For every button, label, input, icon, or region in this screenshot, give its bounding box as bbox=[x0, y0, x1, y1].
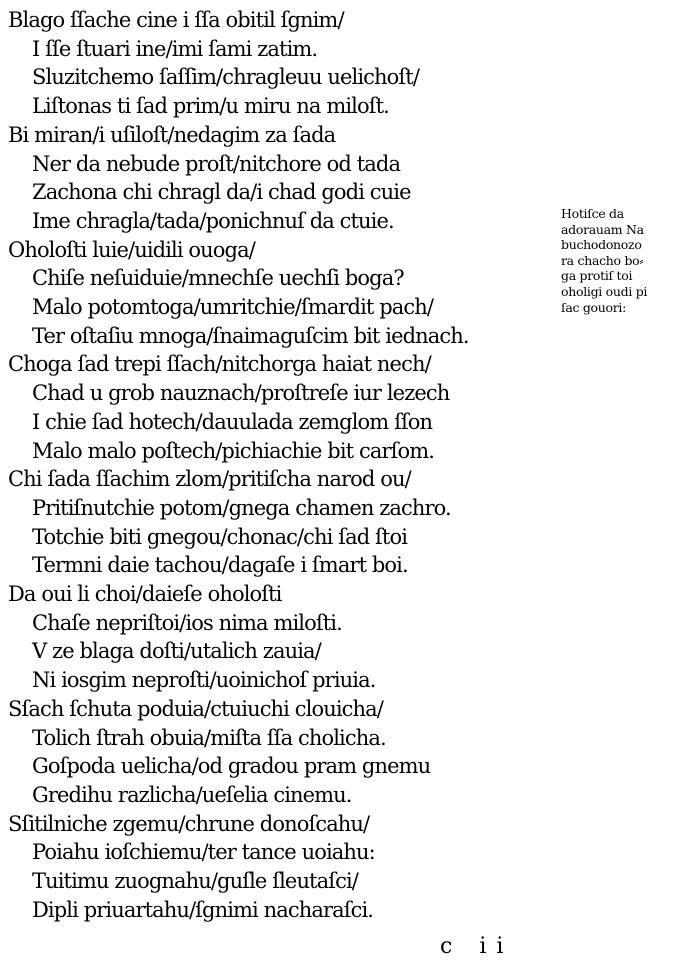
verse-line: Blago ſſache cine i ſſa obitil ſgnim/ bbox=[8, 8, 344, 32]
verse-line: Ner da nebude proſt/nitchore od tada bbox=[32, 151, 401, 176]
verse-line: Sſitilniche zgemu/chrune donoſcahu/ bbox=[8, 811, 370, 836]
verse-line: Oholoſti luie/uidili ouoga/ bbox=[8, 237, 255, 262]
verse-line: Pritiſnutchie potom/gnega chamen zachro. bbox=[32, 495, 451, 520]
verse-line: Ni iosgim neproſti/uoinichoſ priuia. bbox=[32, 668, 376, 693]
margin-note-line: adorauam Na bbox=[561, 221, 644, 237]
verse-line: Dipli priuartahu/ſgnimi nacharaſci. bbox=[32, 897, 374, 922]
verse-line: Totchie biti gnegou/chonac/chi ſad ſtoi bbox=[32, 524, 408, 549]
verse-line: Termni daie tachou/dagaſe i ſmart boi. bbox=[32, 553, 408, 578]
verse-line: Malo malo poſtech/pichiachie bit carſom. bbox=[32, 438, 434, 463]
verse-line: Chaſe nepriſtoi/ios nima miloſti. bbox=[32, 610, 342, 635]
margin-note-line: ga protiſ toi bbox=[561, 268, 633, 284]
verse-line: Zachona chi chragl da/i chad godi cuie bbox=[32, 180, 411, 205]
verse-line: Bi miran/i uſiloſt/nedagim za ſada bbox=[8, 122, 336, 147]
verse-line: Da oui li choi/daieſe oholoſti bbox=[8, 582, 282, 607]
verse-line: Ter oſtaſiu mnoga/ſnaimaguſcim bit iednach. bbox=[32, 323, 469, 348]
margin-note-line: Hotiſce da bbox=[561, 206, 624, 221]
verse-line: Chiſe neſuiduie/mnechſe uechſi boga? bbox=[32, 266, 404, 291]
verse-line: V ze blaga doſti/utalich zauia/ bbox=[32, 639, 321, 664]
verse-line: Choga ſad trepi ſſach/nitchorga haiat nech/ bbox=[8, 352, 431, 377]
margin-note-line: ſac gouori: bbox=[561, 299, 627, 315]
verse-line: I chie ſad hotech/dauulada zemglom ſſon bbox=[32, 409, 433, 434]
margin-note-line: oholigi oudi pi bbox=[561, 283, 648, 299]
margin-note-line: buchodonozo bbox=[561, 237, 642, 253]
verse-line: I ſſe ſtuari ine/imi ſami zatim. bbox=[32, 36, 318, 61]
verse-line: Poiahu ioſchiemu/ter tance uoiahu: bbox=[32, 840, 375, 865]
verse-line: Sluzitchemo ſaſſim/chragleuu uelichoſt/ bbox=[32, 65, 419, 90]
verse-line: Gredihu razlicha/ueſelia cinemu. bbox=[32, 782, 352, 807]
verse-line: Liſtonas ti ſad prim/u miru na miloſt. bbox=[32, 94, 389, 119]
verse-line: Tolich ſtrah obuia/miſta ſſa cholicha. bbox=[32, 725, 386, 750]
margin-note bbox=[561, 206, 683, 315]
verse-line: Goſpoda uelicha/od gradou pram gnemu bbox=[32, 754, 431, 779]
margin-note-line: ra chacho bo⸗ bbox=[561, 252, 644, 268]
verse-line: Malo potomtoga/umritchie/ſmardit pach/ bbox=[32, 295, 434, 320]
verse-line: Tuitimu zuognahu/guſle ſleutaſci/ bbox=[32, 869, 358, 894]
verse-column bbox=[0, 6, 560, 925]
verse-line: Chad u grob nauznach/proſtreſe iur lezech bbox=[32, 381, 450, 406]
verse-line: Sſach ſchuta poduia/ctuiuchi clouicha/ bbox=[8, 696, 383, 721]
verse-line: Chi ſada ſſachim zlom/pritiſcha narod ou/ bbox=[8, 467, 411, 492]
verse-line: Ime chragla/tada/ponichnuſ da ctuie. bbox=[32, 208, 394, 233]
signature-mark: c ii bbox=[440, 934, 514, 959]
